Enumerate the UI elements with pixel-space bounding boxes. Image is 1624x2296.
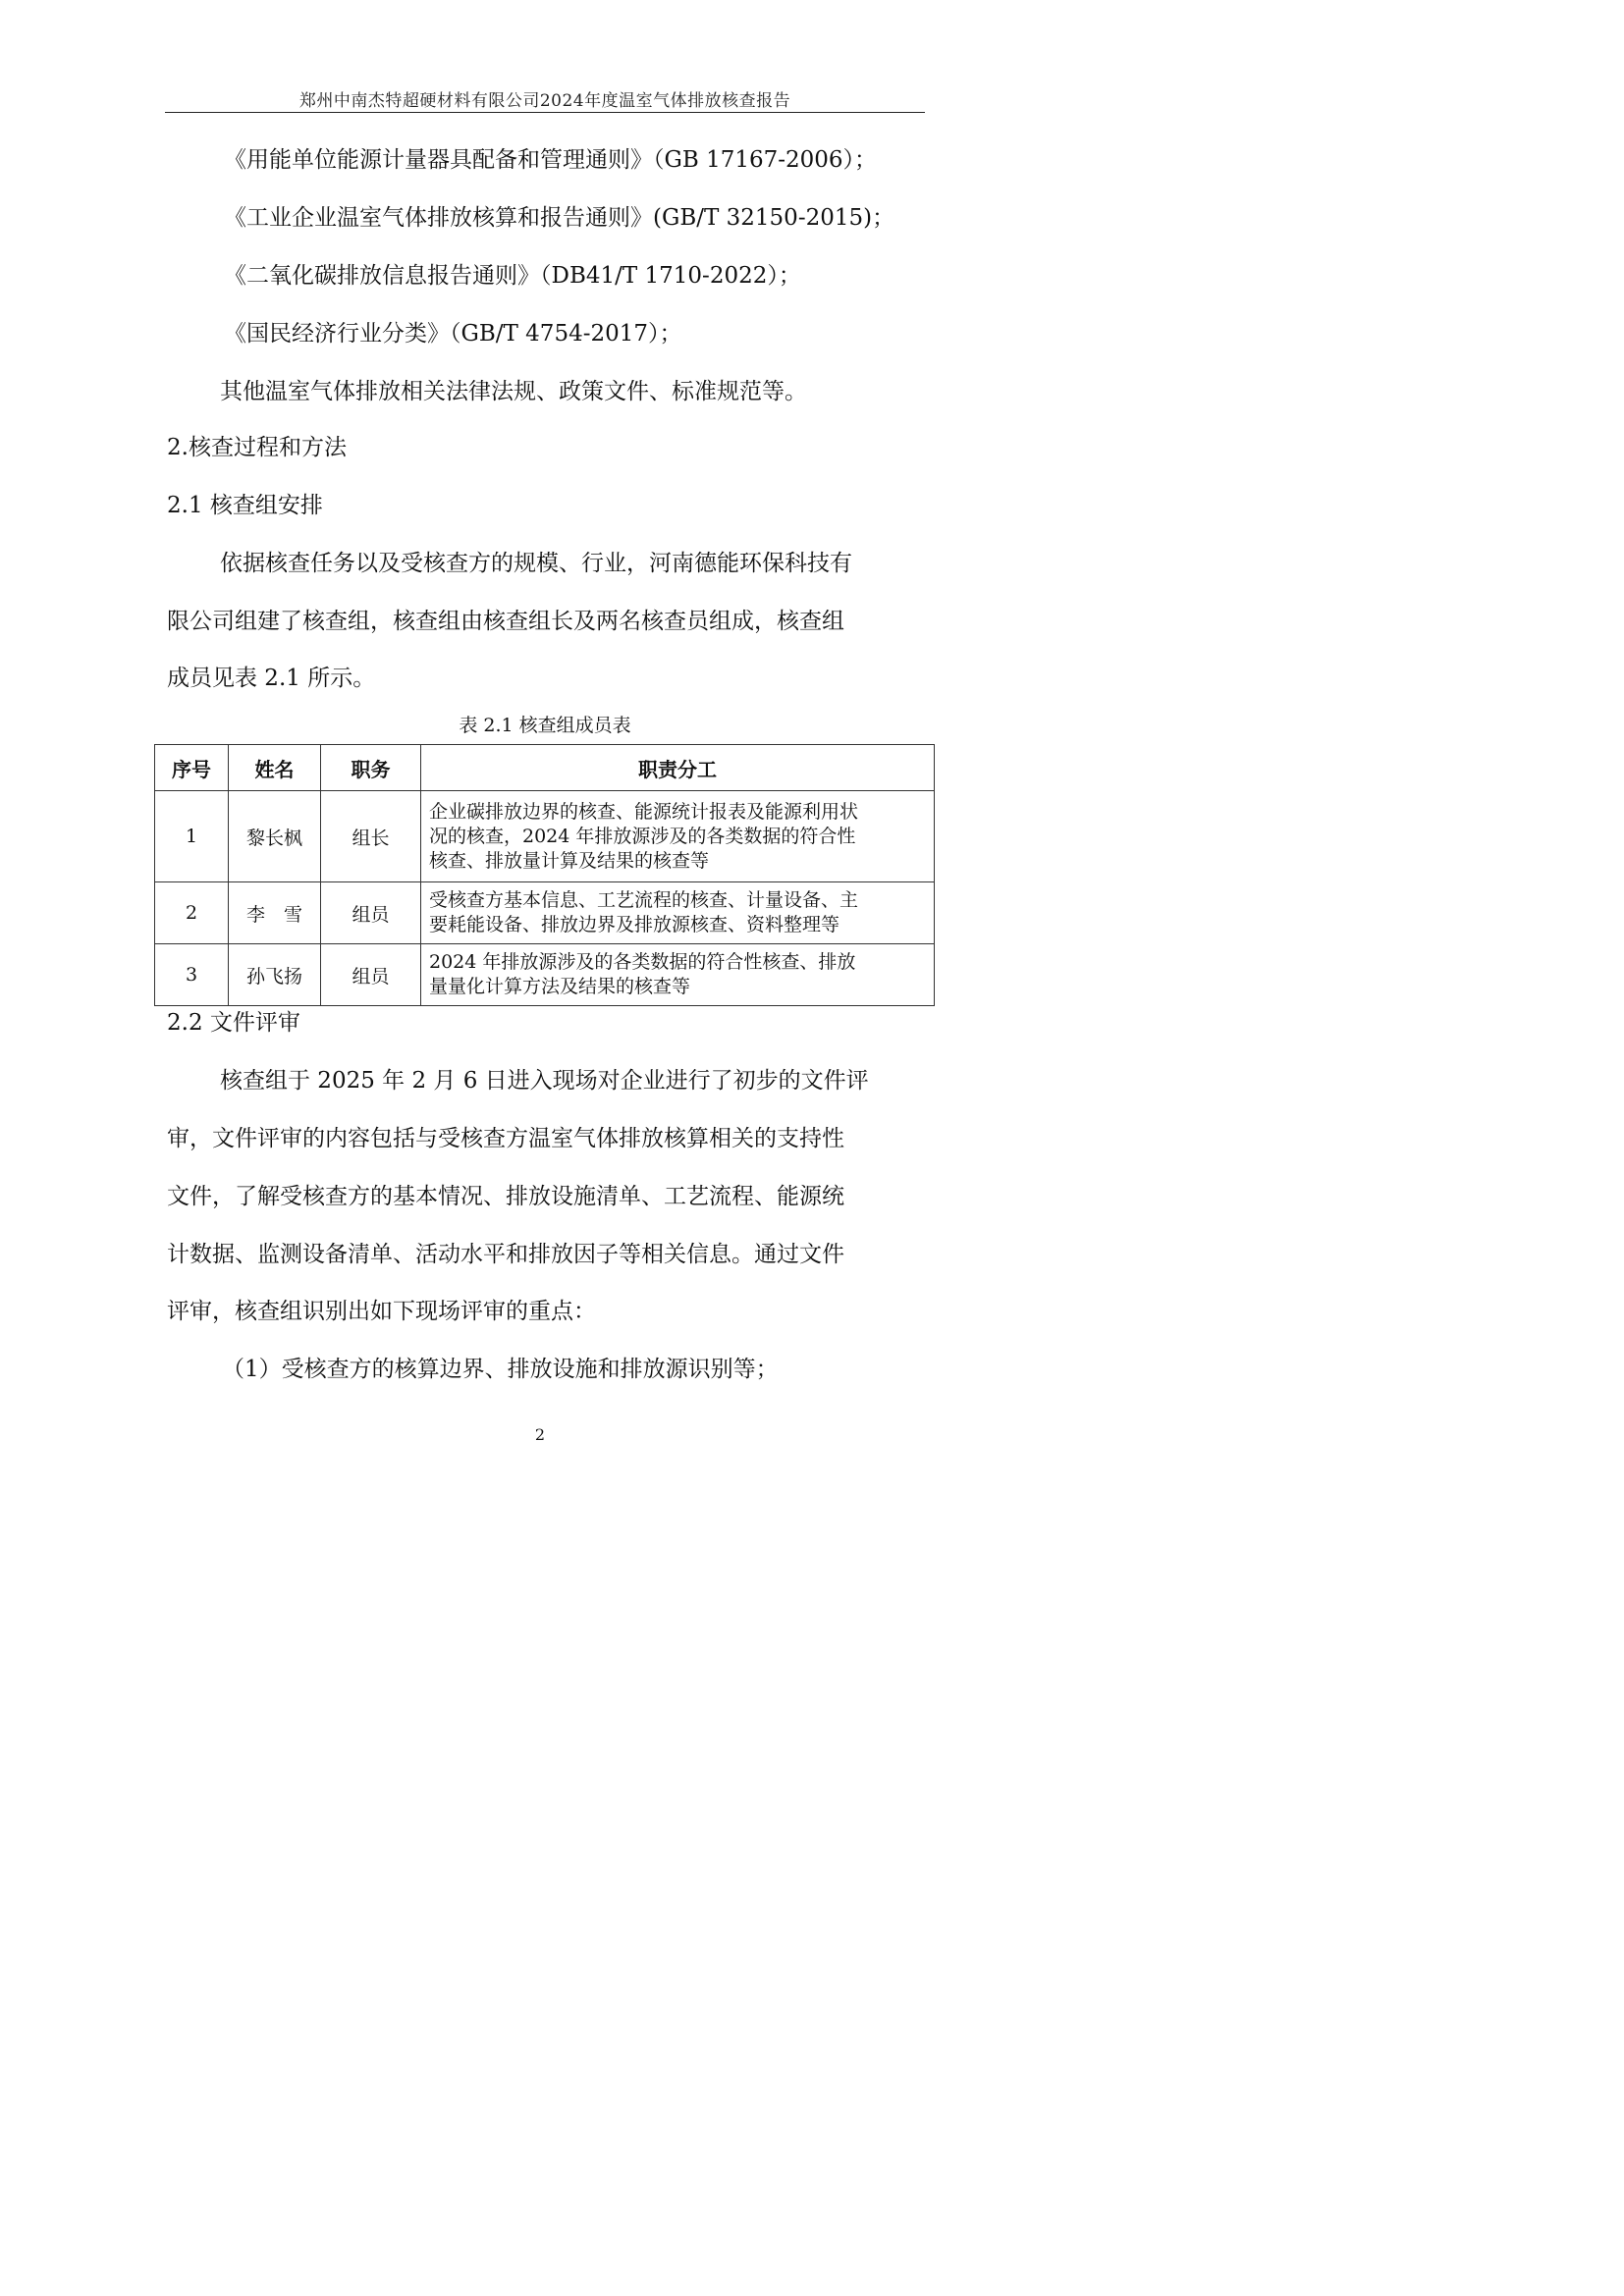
duty-line: 核查、排放量计算及结果的核查等	[429, 849, 710, 872]
other-references: 其他温室气体排放相关法律法规、政策文件、标准规范等。	[220, 379, 807, 404]
cell-name: 孙飞扬	[229, 944, 321, 1006]
list-item: （1）受核查方的核算边界、排放设施和排放源识别等；	[222, 1357, 779, 1382]
reference-line: 《国民经济行业分类》（GB/T 4754-2017）；	[224, 321, 682, 347]
cell-role: 组员	[321, 882, 421, 944]
paragraph-line: 依据核查任务以及受核查方的规模、行业，河南德能环保科技有	[220, 551, 852, 576]
cell-role: 组员	[321, 944, 421, 1006]
paragraph-line: 计数据、监测设备清单、活动水平和排放因子等相关信息。通过文件	[167, 1242, 844, 1267]
paragraph-line: 核查组于 2025 年 2 月 6 日进入现场对企业进行了初步的文件评	[220, 1068, 869, 1094]
column-header: 序号	[155, 745, 229, 791]
paragraph-line: 文件，了解受核查方的基本情况、排放设施清单、工艺流程、能源统	[167, 1184, 844, 1209]
duty-line: 企业碳排放边界的核查、能源统计报表及能源利用状	[429, 800, 859, 823]
cell-name: 李 雪	[229, 882, 321, 944]
paragraph-line: 评审，核查组识别出如下现场评审的重点：	[167, 1299, 596, 1324]
page-number: 2	[534, 1425, 546, 1444]
duty-line: 受核查方基本信息、工艺流程的核查、计量设备、主	[429, 889, 859, 911]
cell-no: 2	[155, 882, 229, 944]
duty-line: 量量化计算方法及结果的核查等	[429, 976, 691, 997]
column-header: 职责分工	[421, 745, 935, 791]
duty-line: 2024 年排放源涉及的各类数据的符合性核查、排放	[429, 951, 856, 973]
duty-line: 要耗能设备、排放边界及排放源核查、资料整理等	[429, 914, 840, 935]
table-caption: 表 2.1 核查组成员表	[459, 715, 631, 736]
reference-line: 《二氧化碳排放信息报告通则》（DB41/T 1710-2022）；	[224, 263, 801, 289]
column-header: 职务	[321, 745, 421, 791]
table-row	[155, 791, 935, 882]
cell-duty	[421, 791, 935, 882]
cell-name: 黎长枫	[229, 791, 321, 882]
paragraph-line: 审，文件评审的内容包括与受核查方温室气体排放核算相关的支持性	[167, 1126, 844, 1151]
cell-duty	[421, 882, 935, 944]
cell-role: 组长	[321, 791, 421, 882]
paragraph-line: 成员见表 2.1 所示。	[167, 666, 376, 691]
cell-no: 3	[155, 944, 229, 1006]
reference-line: 《用能单位能源计量器具配备和管理通则》（GB 17167-2006）；	[224, 147, 878, 173]
duty-line: 况的核查，2024 年排放源涉及的各类数据的符合性	[429, 825, 856, 847]
team-members-table	[154, 744, 935, 1006]
paragraph-line: 限公司组建了核查组，核查组由核查组长及两名核查员组成，核查组	[167, 609, 844, 634]
subsection-heading: 2.2 文件评审	[167, 1010, 300, 1036]
column-header: 姓名	[229, 745, 321, 791]
cell-no: 1	[155, 791, 229, 882]
table-row	[155, 882, 935, 944]
running-header: 郑州中南杰特超硬材料有限公司2024年度温室气体排放核查报告	[298, 91, 791, 111]
reference-line: 《工业企业温室气体排放核算和报告通则》(GB/T 32150-2015)；	[224, 205, 895, 231]
section-heading: 2.核查过程和方法	[167, 435, 347, 460]
cell-duty	[421, 944, 935, 1006]
header-rule	[165, 112, 925, 113]
table-row	[155, 944, 935, 1006]
table-header-row	[155, 745, 935, 791]
subsection-heading: 2.1 核查组安排	[167, 493, 323, 518]
